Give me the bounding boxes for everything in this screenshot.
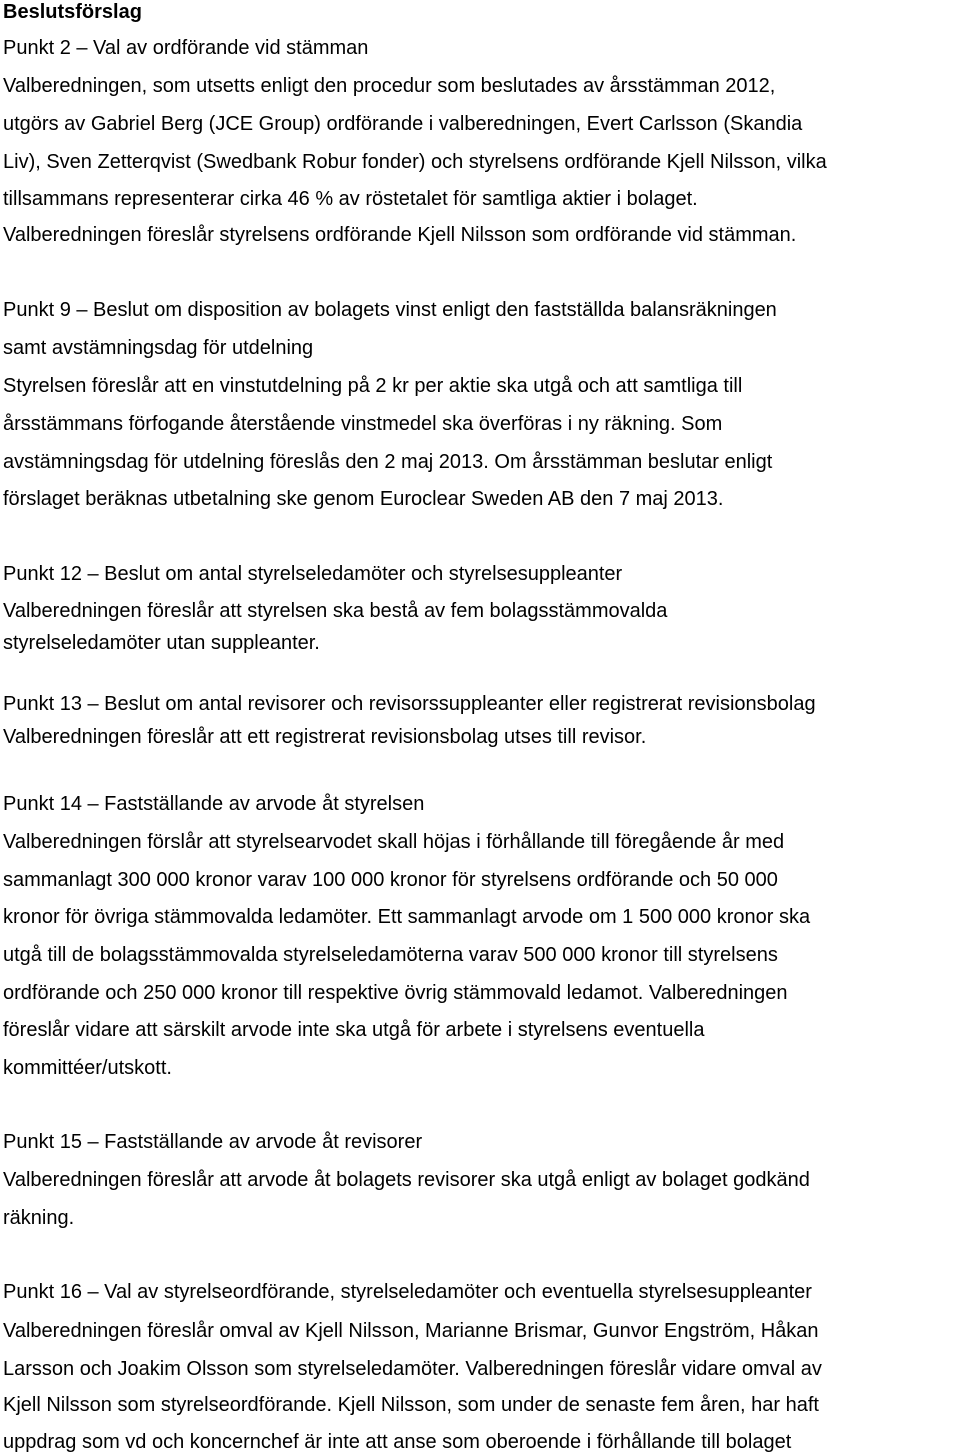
paragraph-line: kronor för övriga stämmovalda ledamöter. Ett sammanlagt arvode om 1 500 000 kronor ska — [3, 906, 811, 928]
section-heading-punkt-2: Punkt 2 – Val av ordförande vid stämman — [3, 37, 369, 59]
paragraph-line: sammanlagt 300 000 kronor varav 100 000 kronor för styrelsens ordförande och 50 000 — [3, 869, 778, 891]
paragraph-line: styrelseledamöter utan suppleanter. — [3, 632, 320, 654]
paragraph-line: Valberedningen föreslår att arvode åt bolagets revisorer ska utgå enligt av bolaget godkänd — [3, 1169, 810, 1191]
section-heading-punkt-15: Punkt 15 – Fastställande av arvode åt revisorer — [3, 1131, 423, 1153]
paragraph-line: Valberedningen, som utsetts enligt den procedur som beslutades av årsstämman 2012, — [3, 75, 776, 97]
paragraph-line: avstämningsdag för utdelning föreslås den 2 maj 2013. Om årsstämman beslutar enligt — [3, 451, 773, 473]
paragraph-line: årsstämmans förfogande återstående vinstmedel ska överföras i ny räkning. Som — [3, 413, 723, 435]
paragraph-line: utgå till de bolagsstämmovalda styrelseledamöterna varav 500 000 kronor till styrelsens — [3, 944, 778, 966]
paragraph-line: Kjell Nilsson som styrelseordförande. Kjell Nilsson, som under de senaste fem åren, har haft — [3, 1394, 819, 1416]
paragraph-line: Styrelsen föreslår att en vinstutdelning på 2 kr per aktie ska utgå och att samtliga till — [3, 375, 743, 397]
paragraph-line: utgörs av Gabriel Berg (JCE Group) ordförande i valberedningen, Evert Carlsson (Skandia — [3, 113, 803, 135]
paragraph-line: Larsson och Joakim Olsson som styrelseledamöter. Valberedningen föreslår vidare omval av — [3, 1358, 822, 1380]
paragraph-line: tillsammans representerar cirka 46 % av röstetalet för samtliga aktier i bolaget. — [3, 188, 698, 210]
paragraph-line: räkning. — [3, 1207, 75, 1229]
paragraph-line: Valberedningen föreslår att ett registrerat revisionsbolag utses till revisor. — [3, 726, 647, 748]
paragraph-line: Valberedningen förslår att styrelsearvodet skall höjas i förhållande till föregående år med — [3, 831, 785, 853]
section-heading-punkt-12: Punkt 12 – Beslut om antal styrelseledamöter och styrelsesuppleanter — [3, 563, 623, 585]
paragraph-line: uppdrag som vd och koncernchef är inte att anse som oberoende i förhållande till bolaget — [3, 1431, 792, 1453]
paragraph-line: Valberedningen föreslår att styrelsen ska bestå av fem bolagsstämmovalda — [3, 600, 668, 622]
paragraph-line: kommittéer/utskott. — [3, 1057, 172, 1079]
paragraph-line: föreslår vidare att särskilt arvode inte ska utgå för arbete i styrelsens eventuella — [3, 1019, 705, 1041]
paragraph-line: Liv), Sven Zetterqvist (Swedbank Robur fonder) och styrelsens ordförande Kjell Nilsson, vilka — [3, 151, 827, 173]
paragraph-line: Valberedningen föreslår omval av Kjell Nilsson, Marianne Brismar, Gunvor Engström, Håkan — [3, 1320, 819, 1342]
section-heading-punkt-14: Punkt 14 – Fastställande av arvode åt styrelsen — [3, 793, 425, 815]
document-title: Beslutsförslag — [3, 1, 142, 23]
paragraph-line: Valberedningen föreslår styrelsens ordförande Kjell Nilsson som ordförande vid stämman. — [3, 224, 797, 246]
section-heading-punkt-9: Punkt 9 – Beslut om disposition av bolagets vinst enligt den fastställda balansräkningen — [3, 299, 777, 321]
section-heading-punkt-9-continued: samt avstämningsdag för utdelning — [3, 337, 314, 359]
section-heading-punkt-16: Punkt 16 – Val av styrelseordförande, styrelseledamöter och eventuella styrelsesuppleanter — [3, 1281, 812, 1303]
paragraph-line: förslaget beräknas utbetalning ske genom Euroclear Sweden AB den 7 maj 2013. — [3, 488, 724, 510]
paragraph-line: ordförande och 250 000 kronor till respektive övrig stämmovald ledamot. Valberedningen — [3, 982, 788, 1004]
section-heading-punkt-13: Punkt 13 – Beslut om antal revisorer och revisorssuppleanter eller registrerat revisionsbolag — [3, 693, 816, 715]
